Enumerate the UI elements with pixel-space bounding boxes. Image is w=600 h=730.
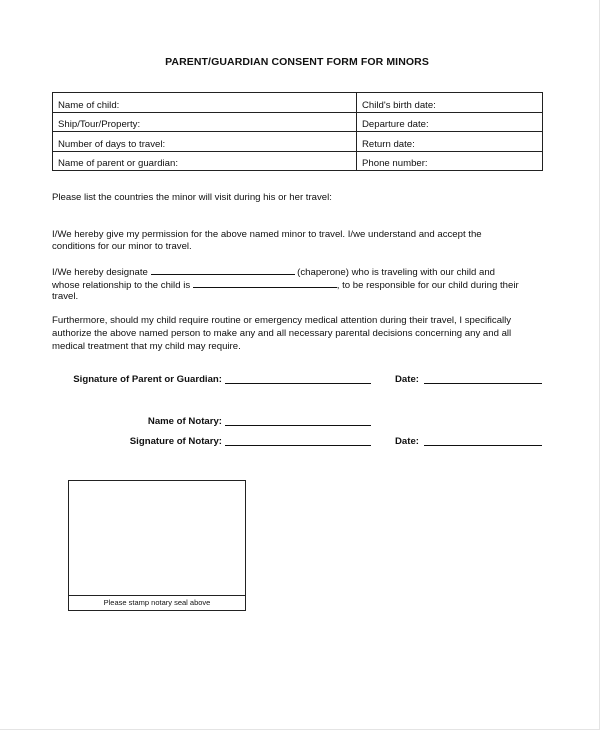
table-row: [53, 112, 543, 132]
parent-signature-label: Signature of Parent or Guardian:: [73, 374, 222, 385]
parent-signature-line[interactable]: [225, 374, 371, 384]
seal-caption: Please stamp notary seal above: [69, 595, 245, 610]
notary-name-label: Name of Notary:: [147, 416, 222, 427]
notary-signature-label: Signature of Notary:: [129, 436, 222, 447]
phone-field[interactable]: Phone number:: [357, 151, 543, 171]
parent-date-line[interactable]: [424, 374, 542, 384]
designate-text: (chaperone) who is traveling with our child and: [297, 267, 496, 278]
guardian-name-field[interactable]: Name of parent or guardian:: [53, 151, 357, 171]
designate-text: I/We hereby designate: [52, 267, 148, 278]
designate-text: whose relationship to the child is: [52, 280, 191, 291]
medical-line-1: Furthermore, should my child require routine or emergency medical attention during their travel, I specifically: [52, 315, 512, 326]
notary-seal-box: [68, 480, 246, 611]
designate-line-2: [52, 278, 519, 291]
birth-date-field[interactable]: Child's birth date:: [357, 93, 543, 113]
notary-date-label: Date:: [395, 436, 419, 447]
form-title: PARENT/GUARDIAN CONSENT FORM FOR MINORS: [165, 56, 429, 68]
medical-line-2: authorize the above named person to make any and all necessary parental decisions concerning any and all: [52, 328, 512, 339]
medical-line-3: medical treatment that my child may require.: [52, 341, 241, 352]
departure-date-field[interactable]: Departure date:: [357, 112, 543, 132]
permission-line-1: I/We hereby give my permission for the above named minor to travel. I/we understand and accept the: [52, 229, 482, 240]
chaperone-blank[interactable]: [151, 265, 295, 275]
designate-line-3: travel.: [52, 291, 79, 302]
notary-name-line[interactable]: [225, 416, 371, 426]
notary-date-line[interactable]: [424, 436, 542, 446]
countries-prompt: Please list the countries the minor will visit during his or her travel:: [52, 192, 332, 203]
table-row: [53, 93, 543, 113]
table-row: [53, 151, 543, 171]
designate-text: , to be responsible for our child during their: [336, 280, 519, 291]
info-table: [52, 92, 543, 171]
days-field[interactable]: Number of days to travel:: [53, 132, 357, 152]
designate-line-1: [52, 265, 495, 278]
return-date-field[interactable]: Return date:: [357, 132, 543, 152]
table-row: [53, 132, 543, 152]
notary-signature-line[interactable]: [225, 436, 371, 446]
child-name-field[interactable]: Name of child:: [53, 93, 357, 113]
permission-line-2: conditions for our minor to travel.: [52, 241, 192, 252]
relationship-blank[interactable]: [193, 278, 337, 288]
parent-date-label: Date:: [395, 374, 419, 385]
property-field[interactable]: Ship/Tour/Property:: [53, 112, 357, 132]
